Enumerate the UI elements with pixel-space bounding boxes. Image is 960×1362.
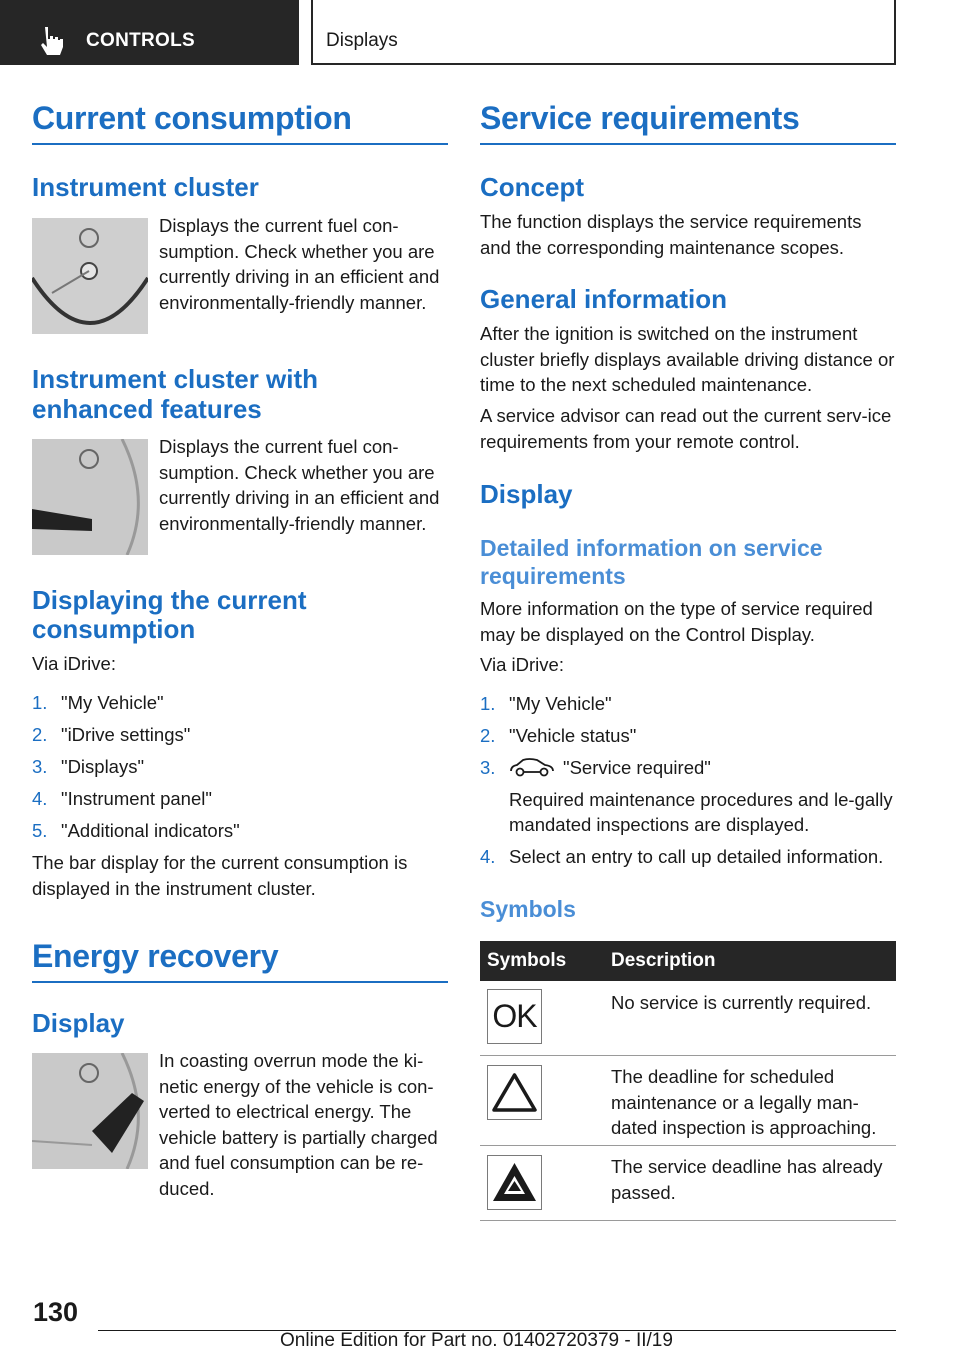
heading-service-requirements: Service requirements (480, 100, 896, 145)
page-number: 130 (33, 1297, 79, 1327)
consumption-steps (32, 690, 452, 850)
heading-displaying-1: Displaying the current (32, 585, 307, 615)
section-label: CONTROLS (86, 30, 196, 51)
row-description: No service is currently required. (611, 992, 872, 1013)
list-item: 4. "Instrument panel" (32, 788, 212, 809)
energy-recovery-text: In coasting overrun mode the ki-netic energy of the vehicle is con-verted to electrical energy. The vehicle battery is partially charged and fuel consumption can be re-duced. (159, 1050, 438, 1199)
symbols-table (480, 941, 896, 1221)
list-item: 4. Select an entry to call up detailed information. (480, 845, 884, 867)
ok-symbol-icon: OK (487, 989, 542, 1044)
row-description: The deadline for scheduled maintenance or a legally man-dated inspection is approaching. (611, 1066, 877, 1138)
bar-display-text: The bar display for the current consumption is displayed in the instrument cluster. (32, 852, 408, 899)
chapter-label: Displays (326, 30, 398, 51)
list-item: 1. "My Vehicle" (32, 692, 164, 713)
col-description: Description (611, 950, 716, 971)
via-idrive-right: Via iDrive: (480, 654, 564, 675)
heading-concept: Concept (480, 172, 584, 202)
pointing-hand-icon (38, 26, 68, 56)
table-row (480, 981, 896, 1056)
heading-current-consumption: Current consumption (32, 100, 448, 145)
detailed-text: More information on the type of service required may be displayed on the Control Display. (480, 598, 873, 645)
instrument-cluster-text: Displays the current fuel con-sumption. Check whether you are currently driving in an efficient and environmentally-friendly manner. (159, 215, 440, 313)
heading-energy-recovery: Energy recovery (32, 938, 448, 983)
heading-detailed-2: requirements (480, 563, 626, 589)
heading-instrument-cluster: Instrument cluster (32, 172, 259, 202)
heading-detailed-1: Detailed information on service (480, 535, 823, 561)
list-item: 2. "iDrive settings" (32, 724, 191, 745)
table-row (480, 1146, 896, 1221)
enhanced-cluster-text: Displays the current fuel con-sumption. Check whether you are currently driving in an efficient and environmentally-friendly manner. (159, 436, 440, 534)
heading-display-right: Display (480, 479, 573, 509)
list-item: 1. "My Vehicle" (480, 693, 612, 714)
enhanced-cluster-image (32, 439, 148, 555)
energy-recovery-image (32, 1053, 148, 1169)
car-service-icon (509, 757, 555, 777)
heading-display-left: Display (32, 1008, 125, 1038)
list-item: 3. "Displays" (32, 756, 145, 777)
table-header (480, 941, 896, 981)
list-item: 3. "Service required" Required maintenance procedures and le-gally mandated inspections are displayed. (480, 755, 900, 844)
chapter-box (311, 0, 896, 65)
service-steps (480, 691, 900, 876)
warning-triangle-filled-icon (487, 1155, 542, 1210)
via-idrive-left: Via iDrive: (32, 653, 116, 674)
instrument-cluster-image (32, 218, 148, 334)
general-text-1: After the ignition is switched on the instrument cluster briefly displays available driving distance or time to the next scheduled maintenance. (480, 323, 895, 395)
section-tab (0, 0, 299, 65)
heading-enhanced-1: Instrument cluster with (32, 364, 319, 394)
heading-enhanced-2: enhanced features (32, 394, 262, 424)
table-row (480, 1056, 896, 1146)
list-item: 5. "Additional indicators" (32, 820, 240, 841)
heading-symbols: Symbols (480, 896, 576, 922)
edition-text: Online Edition for Part no. 01402720379 - II/19 (280, 1330, 673, 1351)
warning-triangle-icon (487, 1065, 542, 1120)
row-description: The service deadline has already passed. (611, 1156, 883, 1203)
heading-general-information: General information (480, 284, 728, 314)
heading-displaying-2: consumption (32, 614, 196, 644)
step3-subtext: Required maintenance procedures and le-gally mandated inspections are displayed. (509, 788, 893, 835)
col-symbols: Symbols (487, 950, 567, 971)
concept-text: The function displays the service requirements and the corresponding maintenance scopes. (480, 211, 862, 258)
list-item: 2. "Vehicle status" (480, 725, 637, 746)
general-text-2: A service advisor can read out the current serv-ice requirements from your remote control. (480, 405, 892, 452)
